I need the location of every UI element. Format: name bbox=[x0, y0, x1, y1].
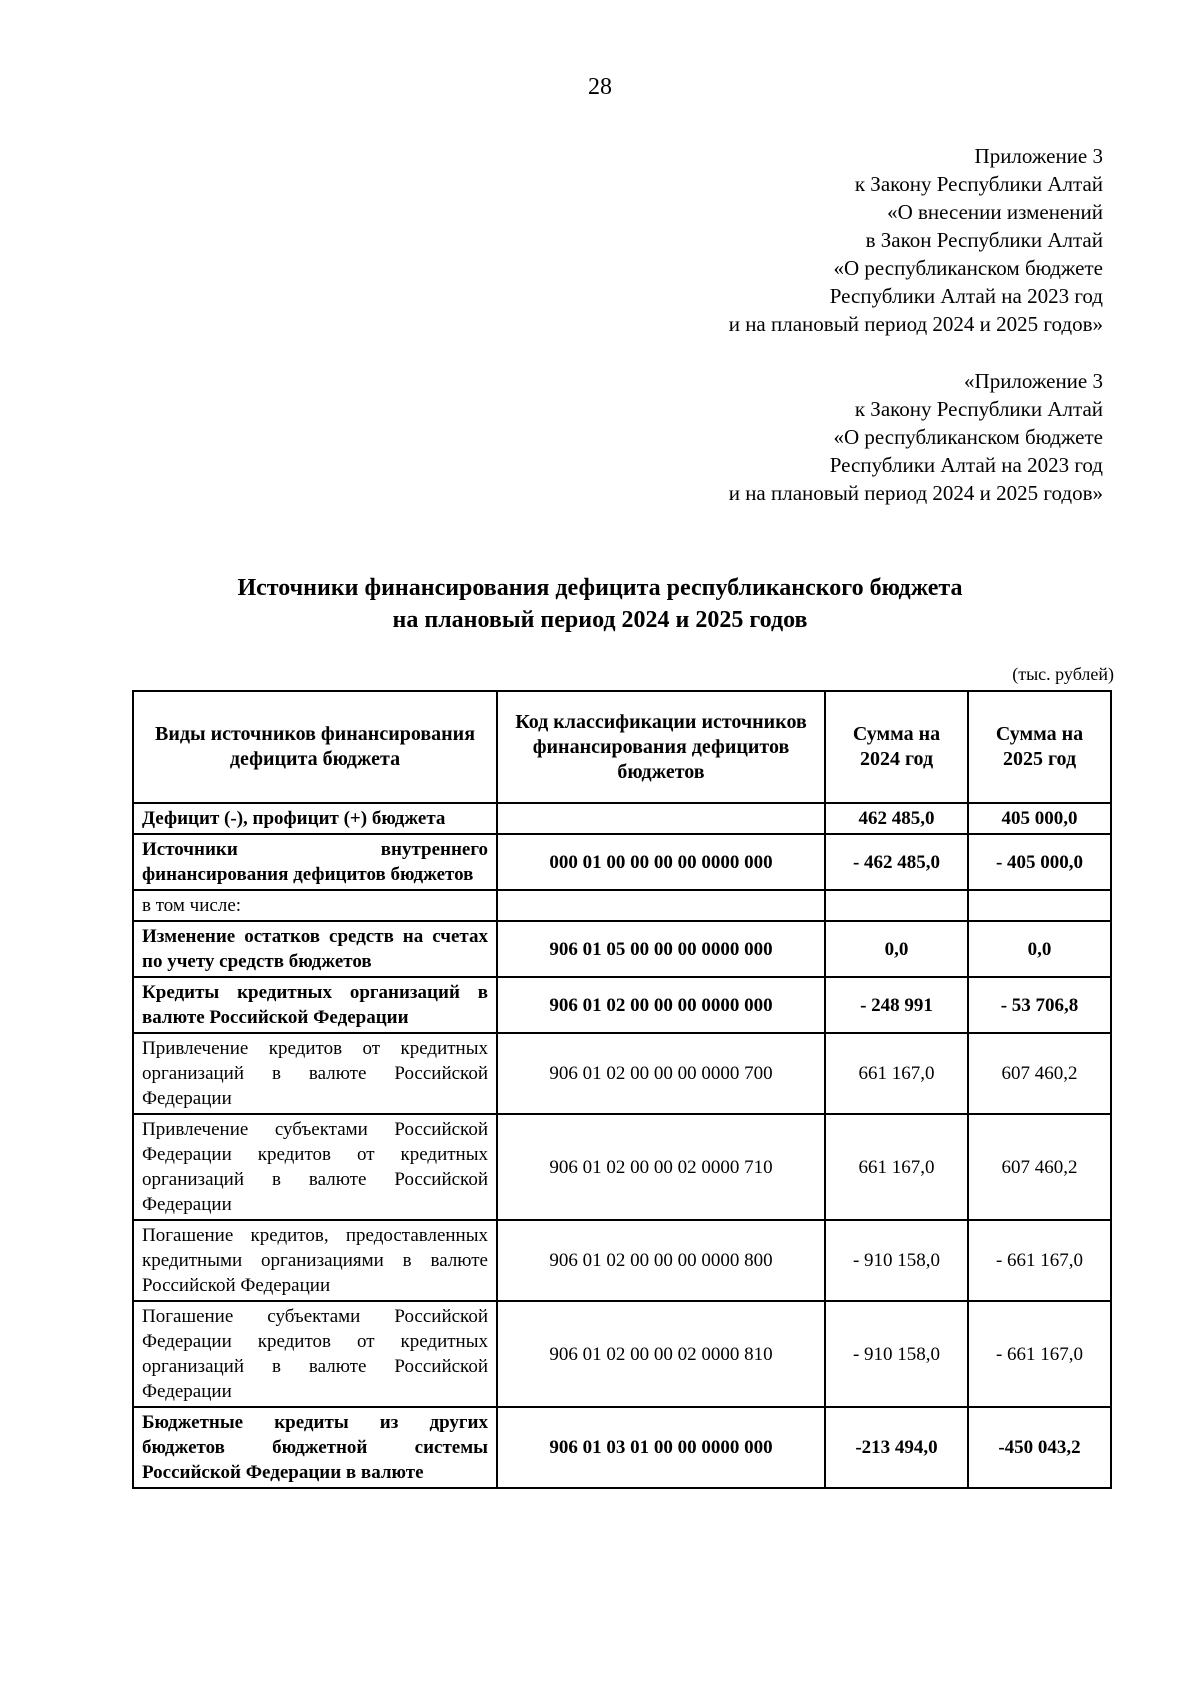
table-row bbox=[133, 890, 1111, 921]
table-row bbox=[133, 803, 1111, 834]
table-row bbox=[133, 1033, 1111, 1114]
table-row bbox=[133, 1407, 1111, 1488]
financing-sources-table bbox=[132, 690, 1112, 1489]
row-sum-2025-cell: - 661 167,0 bbox=[968, 1301, 1111, 1407]
row-name-cell: Привлечение субъектами Российской Федерации кредитов от кредитных организаций в валюте Российской Федерации bbox=[133, 1114, 497, 1220]
row-code-cell bbox=[497, 890, 825, 921]
row-name-cell: Погашение кредитов, предоставленных кредитными организациями в валюте Российской Федерации bbox=[133, 1220, 497, 1301]
row-code-cell: 906 01 02 00 00 00 0000 700 bbox=[497, 1033, 825, 1114]
appendix-original-line: «О республиканском бюджете bbox=[833, 425, 1103, 449]
row-sum-2024-cell: 0,0 bbox=[825, 921, 968, 977]
row-sum-2025-cell: 607 460,2 bbox=[968, 1033, 1111, 1114]
header-sum-2024: Сумма на 2024 год bbox=[825, 691, 968, 803]
row-sum-2025-cell: 607 460,2 bbox=[968, 1114, 1111, 1220]
row-sum-2025-cell: -450 043,2 bbox=[968, 1407, 1111, 1488]
row-sum-2024-cell: 661 167,0 bbox=[825, 1033, 968, 1114]
row-sum-2024-cell: - 248 991 bbox=[825, 977, 968, 1033]
row-code-cell: 000 01 00 00 00 00 0000 000 bbox=[497, 834, 825, 890]
appendix-original-line: и на плановый период 2024 и 2025 годов» bbox=[728, 481, 1103, 505]
row-sum-2024-cell: 661 167,0 bbox=[825, 1114, 968, 1220]
unit-note: (тыс. рублей) bbox=[1012, 664, 1114, 684]
row-sum-2025-cell: - 53 706,8 bbox=[968, 977, 1111, 1033]
row-sum-2025-cell: 405 000,0 bbox=[968, 803, 1111, 834]
row-code-cell: 906 01 02 00 00 02 0000 710 bbox=[497, 1114, 825, 1220]
table-row bbox=[133, 1301, 1111, 1407]
row-sum-2024-cell: -213 494,0 bbox=[825, 1407, 968, 1488]
row-sum-2024-cell: - 462 485,0 bbox=[825, 834, 968, 890]
row-name-cell: Дефицит (-), профицит (+) бюджета bbox=[133, 803, 497, 834]
row-code-cell: 906 01 02 00 00 00 0000 000 bbox=[497, 977, 825, 1033]
document-title bbox=[0, 572, 1200, 636]
appendix-header bbox=[729, 142, 1103, 338]
row-code-cell: 906 01 02 00 00 02 0000 810 bbox=[497, 1301, 825, 1407]
appendix-header-line: Приложение 3 bbox=[974, 144, 1103, 168]
appendix-original-line: Республики Алтай на 2023 год bbox=[829, 453, 1103, 477]
table-row bbox=[133, 1220, 1111, 1301]
row-name-cell: Изменение остатков средств на счетах по учету средств бюджетов bbox=[133, 921, 497, 977]
row-sum-2024-cell: 462 485,0 bbox=[825, 803, 968, 834]
row-name-cell: Погашение субъектами Российской Федерации кредитов от кредитных организаций в валюте Российской Федерации bbox=[133, 1301, 497, 1407]
table-row bbox=[133, 834, 1111, 890]
row-sum-2024-cell: - 910 158,0 bbox=[825, 1220, 968, 1301]
appendix-header-line: и на плановый период 2024 и 2025 годов» bbox=[728, 312, 1103, 336]
row-code-cell bbox=[497, 803, 825, 834]
appendix-header-line: «О республиканском бюджете bbox=[833, 256, 1103, 280]
row-sum-2024-cell: - 910 158,0 bbox=[825, 1301, 968, 1407]
appendix-header-line: в Закон Республики Алтай bbox=[865, 228, 1103, 252]
row-name-cell: Кредиты кредитных организаций в валюте Российской Федерации bbox=[133, 977, 497, 1033]
appendix-original-line: «Приложение 3 bbox=[964, 369, 1103, 393]
table-row bbox=[133, 977, 1111, 1033]
table-row bbox=[133, 921, 1111, 977]
title-line-2: на плановый период 2024 и 2025 годов bbox=[392, 607, 808, 633]
appendix-header-line: «О внесении изменений bbox=[887, 200, 1103, 224]
header-name: Виды источников финансирования дефицита бюджета bbox=[133, 691, 497, 803]
row-name-cell: Привлечение кредитов от кредитных организаций в валюте Российской Федерации bbox=[133, 1033, 497, 1114]
header-sum-2025: Сумма на 2025 год bbox=[968, 691, 1111, 803]
title-line-1: Источники финансирования дефицита республиканского бюджета bbox=[237, 575, 963, 601]
table-body bbox=[133, 803, 1111, 1488]
row-name-cell: Бюджетные кредиты из других бюджетов бюджетной системы Российской Федерации в валюте bbox=[133, 1407, 497, 1488]
row-sum-2025-cell: 0,0 bbox=[968, 921, 1111, 977]
row-sum-2024-cell bbox=[825, 890, 968, 921]
appendix-original-line: к Закону Республики Алтай bbox=[854, 397, 1103, 421]
row-sum-2025-cell: - 405 000,0 bbox=[968, 834, 1111, 890]
row-code-cell: 906 01 02 00 00 00 0000 800 bbox=[497, 1220, 825, 1301]
row-name-cell: в том числе: bbox=[133, 890, 497, 921]
row-code-cell: 906 01 05 00 00 00 0000 000 bbox=[497, 921, 825, 977]
page-number: 28 bbox=[588, 74, 612, 100]
row-sum-2025-cell: - 661 167,0 bbox=[968, 1220, 1111, 1301]
header-code: Код классификации источников финансирования дефицитов бюджетов bbox=[497, 691, 825, 803]
appendix-header-line: к Закону Республики Алтай bbox=[854, 172, 1103, 196]
appendix-header-line: Республики Алтай на 2023 год bbox=[829, 284, 1103, 308]
table-header-row bbox=[133, 691, 1111, 803]
row-code-cell: 906 01 03 01 00 00 0000 000 bbox=[497, 1407, 825, 1488]
appendix-original bbox=[729, 367, 1103, 507]
row-name-cell: Источники внутреннего финансирования дефицитов бюджетов bbox=[133, 834, 497, 890]
table-row bbox=[133, 1114, 1111, 1220]
row-sum-2025-cell bbox=[968, 890, 1111, 921]
